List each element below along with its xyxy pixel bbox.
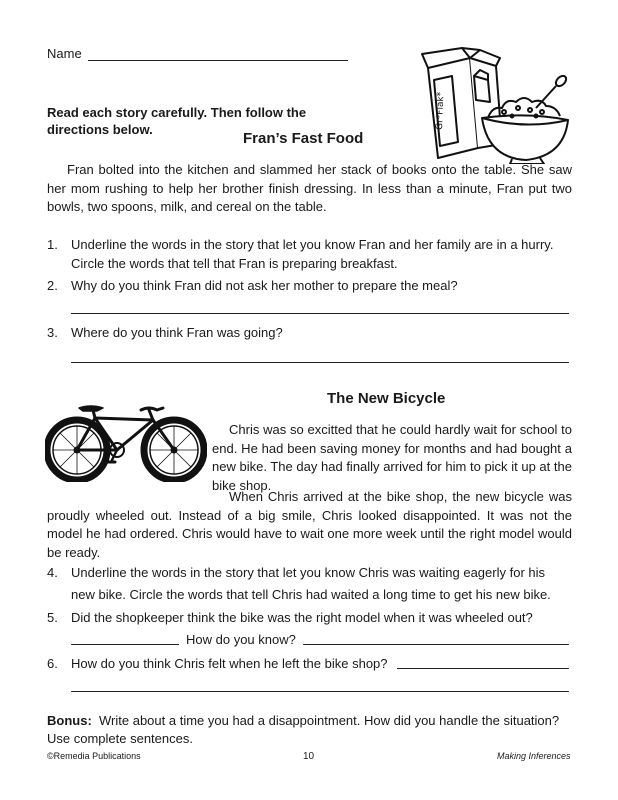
question-number: 2. (47, 278, 58, 293)
footer-series: Making Inferences (497, 751, 571, 761)
answer-line[interactable] (397, 668, 569, 669)
instructions: Read each story carefully. Then follow the directions below. (47, 105, 307, 137)
question-text: How do you think Chris felt when he left the bike shop? (71, 656, 388, 671)
name-label: Name (47, 46, 82, 61)
footer-copyright: ©Remedia Publications (47, 751, 141, 761)
question-number: 6. (47, 656, 58, 671)
question-text: new bike. Circle the words that tell Chris had waited a long time to get his new bike. (71, 587, 551, 602)
answer-line[interactable] (71, 362, 569, 363)
question-text: Did the shopkeeper think the bike was the right model when it was wheeled out? (71, 610, 533, 625)
answer-line[interactable] (303, 644, 569, 645)
question-text: Circle the words that tell that Fran is preparing breakfast. (71, 256, 398, 271)
name-field-line[interactable] (88, 60, 348, 61)
svg-text:Gr*Flak*: Gr*Flak* (435, 91, 447, 131)
question-number: 4. (47, 565, 58, 580)
question-number: 1. (47, 237, 58, 252)
question-text: Underline the words in the story that let you know Chris was waiting eagerly for his (71, 565, 545, 580)
answer-line[interactable] (71, 313, 569, 314)
answer-line[interactable] (71, 691, 569, 692)
story1-title: Fran’s Fast Food (243, 130, 364, 147)
bicycle-icon (45, 402, 207, 482)
question-text: Where do you think Fran was going? (71, 325, 283, 340)
story2-title: The New Bicycle (327, 390, 446, 407)
question-number: 5. (47, 610, 58, 625)
question-subtext: How do you know? (186, 632, 296, 647)
bonus-text: Write about a time you had a disappointment. How did you handle the situation? Use complete sentences. (47, 713, 560, 746)
page-number: 10 (303, 751, 315, 762)
story1-text: Fran bolted into the kitchen and slammed her stack of books onto the table. She saw her mom rushing to help her brother finish dressing. In less than a minute, Fran put two bowls, two spoons, milk, and cereal on the table. (47, 162, 572, 214)
bonus-section (47, 712, 577, 748)
bonus-label: Bonus: (47, 713, 92, 728)
question-text: Why do you think Fran did not ask her mother to prepare the meal? (71, 278, 458, 293)
story2-para1: Chris was so excitted that he could hardly wait for school to end. He had been saving money for months and had bought a new bike. The day had finally arrived for him to pick it up at the bike shop. (212, 422, 572, 493)
cereal-box-bowl-icon (418, 46, 578, 164)
answer-line[interactable] (71, 644, 179, 645)
story2-para2: When Chris arrived at the bike shop, the new bicycle was proudly wheeled out. Instead of a big smile, Chris looked disappointed. It was not the model he had ordered. Chris would have to wait one more week until the right model would be ready. (47, 489, 572, 560)
question-text: Underline the words in the story that let you know Fran and her family are in a hurry. (71, 237, 554, 252)
question-number: 3. (47, 325, 58, 340)
